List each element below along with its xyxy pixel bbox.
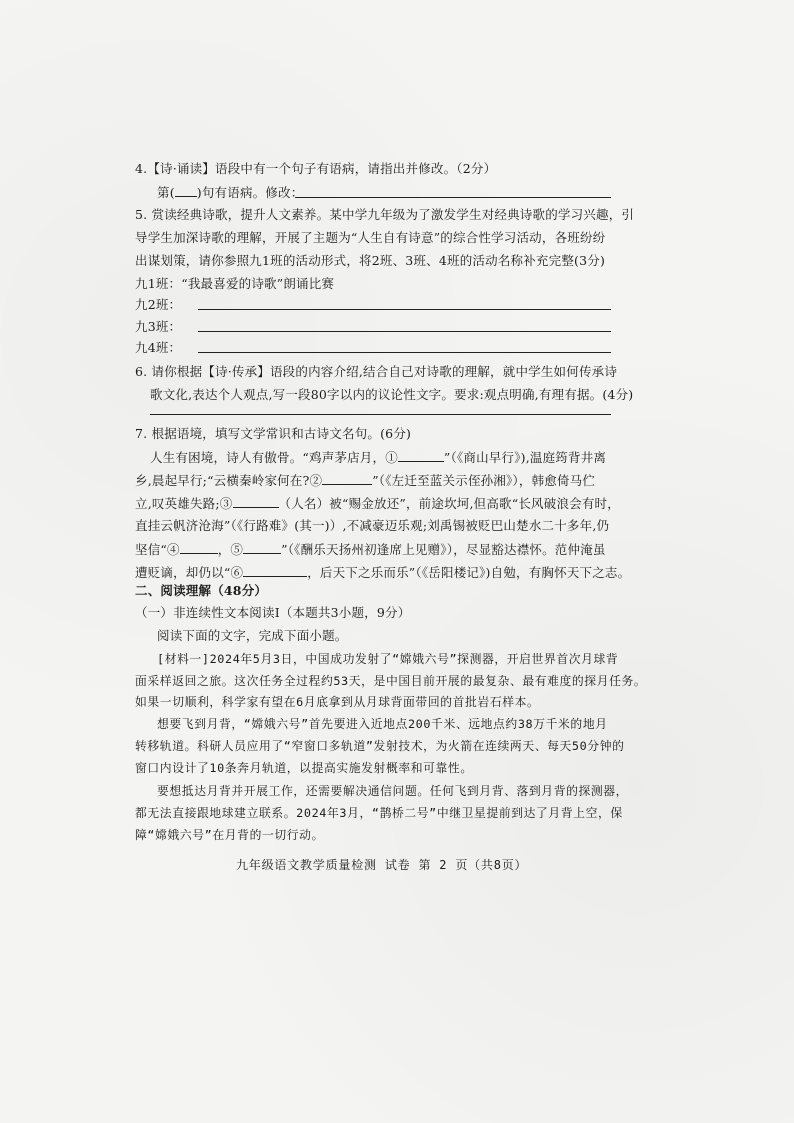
q7-line-5 <box>135 541 606 558</box>
q7-text: 遭贬谪，却仍以“⑥ <box>135 565 244 580</box>
section-2-title: 二、阅读理解（48分） <box>135 583 268 598</box>
q7-text: ，⑤ <box>217 542 244 557</box>
q7-blank-3[interactable] <box>233 495 279 508</box>
q5-class1: 九1班：“我最喜爱的诗歌”朗诵比赛 <box>135 276 335 291</box>
q7-text: 人生有困境，诗人有傲骨。“鸡声茅店月，① <box>150 450 398 465</box>
q4-answer-prefix: 第( <box>157 185 175 200</box>
q4-sentence-number-field[interactable] <box>175 184 197 197</box>
q7-text: 乡,晨起早行;“云横秦岭家何在?② <box>135 473 323 488</box>
q5-class3-answer-line[interactable] <box>198 331 611 332</box>
q5-class4-answer-line[interactable] <box>198 352 611 353</box>
q7-blank-6[interactable] <box>243 564 307 577</box>
q7-title: 7. 根据语境，填写文学常识和古诗文名句。(6分) <box>135 426 412 441</box>
material-p3-line-1: 要想抵达月背并开展工作，还需要解决通信问题。任何飞到月背、落到月背的探测器， <box>157 784 629 798</box>
q7-text: ”（《商山早行》),温庭筠背井离 <box>443 450 607 465</box>
q7-text: ”（《酬乐天扬州初逢席上见赠》），尽显豁达襟怀。范仲淹虽 <box>281 542 606 557</box>
q4-answer-mid: )句有语病。修改： <box>196 185 304 200</box>
q5-line-3: 出谋划策，请你参照九1班的活动形式，将2班、3班、4班的活动名称补充完整(3分) <box>135 253 606 268</box>
q7-text: 坚信“④ <box>135 542 180 557</box>
reading-instruction: 阅读下面的文字，完成下面小题。 <box>157 628 348 643</box>
q5-class4-label: 九4班： <box>135 340 182 355</box>
q5-class2-label: 九2班： <box>135 297 182 312</box>
material-p3-line-2: 都无法直接跟地球建立联系。2024年3月，“鹊桥二号”中继卫星提前到达了月背上空，保 <box>135 806 623 820</box>
q5-class3-label: 九3班： <box>135 319 182 334</box>
q4-title: 4.【诗·诵读】语段中有一个句子有语病，请指出并修改。（2分） <box>135 161 497 176</box>
q7-text: ”（《左迁至蓝关示侄孙湘》），韩愈倚马伫 <box>372 473 596 488</box>
q4-revision-line[interactable] <box>295 197 611 198</box>
q7-blank-4[interactable] <box>180 541 218 554</box>
q7-line-6 <box>135 564 630 581</box>
page-footer: 九年级语文教学质量检测 试卷 第 2 页（共8页） <box>236 858 528 872</box>
material-p1-line-2: 面采样返回之旅。这次任务全过程约53天，是中国目前开展的最复杂、最有难度的探月任务。 <box>135 674 647 688</box>
section-2-subtitle: （一）非连续性文本阅读Ⅰ（本题共3小题，9分） <box>135 605 411 620</box>
material-p1-line-3: 如果一切顺利，科学家有望在6月底拿到从月球背面带回的首批岩石样本。 <box>135 695 540 709</box>
q7-line-4: 直挂云帆济沧海”（《行路难》(其一)）,不减豪迈乐观;刘禹锡被贬巴山楚水二十多年,仍 <box>135 518 610 533</box>
q5-class2-answer-line[interactable] <box>198 309 611 310</box>
q7-blank-5[interactable] <box>243 541 281 554</box>
q7-line-2 <box>135 472 595 489</box>
q6-line-2: 歌文化,表达个人观点,写一段80字以内的议论性文字。要求:观点明确,有理有据。(4分) <box>150 387 634 402</box>
material-p3-line-3: 障“嫦娥六号”在月背的一切行动。 <box>135 828 324 842</box>
q7-line-3 <box>135 495 620 512</box>
material-p2-line-2: 转移轨道。科研人员应用了“窄窗口多轨道”发射技术，为火箭在连续两天、每天50分钟的 <box>135 739 625 753</box>
q7-blank-1[interactable] <box>398 449 444 462</box>
q5-line-2: 导学生加深诗歌的理解，开展了主题为“人生自有诗意”的综合性学习活动，各班纷纷 <box>135 230 606 245</box>
q4-answer-line <box>157 184 303 201</box>
material-p2-line-1: 想要飞到月背，“嫦娥六号”首先要进入近地点200千米、远地点约38万千米的地月 <box>157 717 608 731</box>
q5-line-1: 5. 赏读经典诗歌，提升人文素养。某中学九年级为了激发学生对经典诗歌的学习兴趣，引 <box>135 207 635 222</box>
q7-text: ，后天下之乐而乐”（《岳阳楼记》)自勉，有胸怀天下之志。 <box>307 565 631 580</box>
q7-blank-2[interactable] <box>322 472 372 485</box>
q6-answer-line[interactable] <box>150 414 611 415</box>
material-p1-line-1: [材料一]2024年5月3日，中国成功发射了“嫦娥六号”探测器，开启世界首次月球背 <box>157 652 619 666</box>
q7-text: 立,叹英雄失路;③ <box>135 496 233 511</box>
material-p2-line-3: 窗口内设计了10条奔月轨道，以提高实施发射概率和可靠性。 <box>135 761 473 775</box>
q7-line-1 <box>150 449 606 466</box>
q6-line-1: 6. 请你根据【诗·传承】语段的内容介绍,结合自己对诗歌的理解，就中学生如何传承诗 <box>135 364 618 379</box>
q7-text: （人名）被“赐金放还”，前途坎坷,但高歌“长风破浪会有时， <box>278 496 620 511</box>
